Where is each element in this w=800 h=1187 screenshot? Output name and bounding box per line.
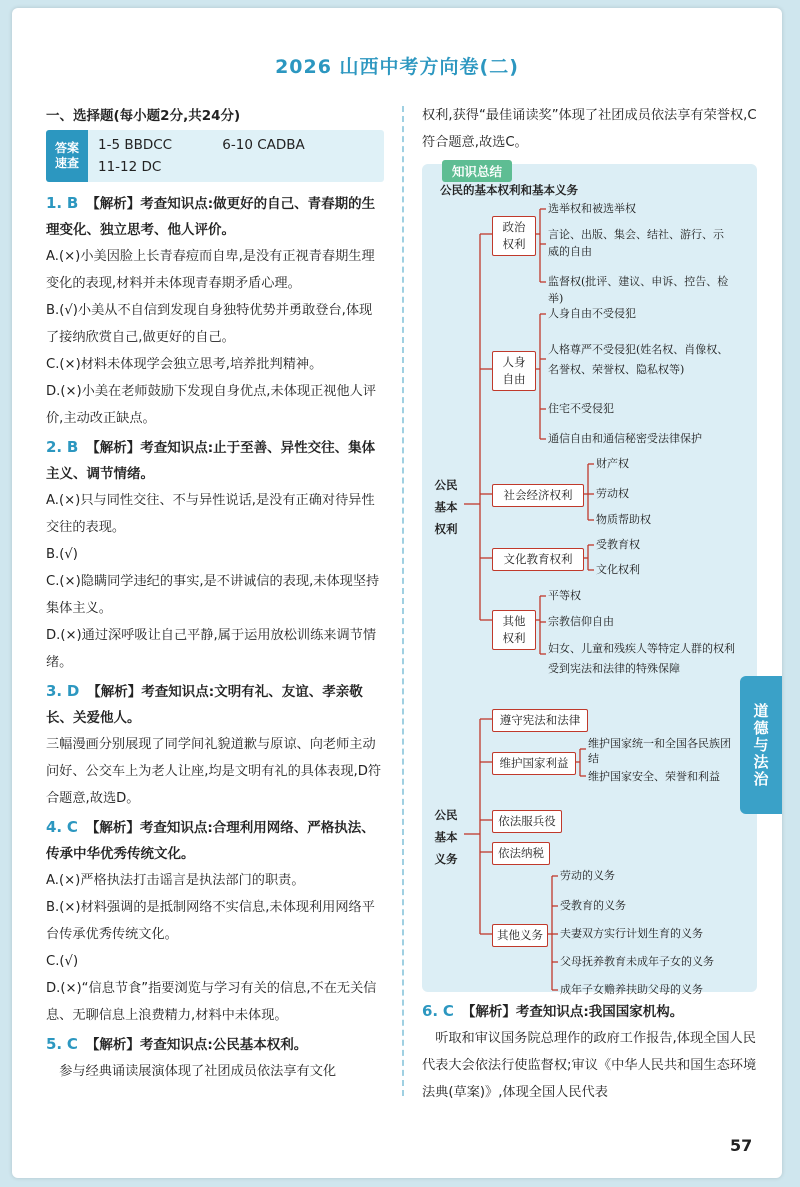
question-head: 【解析】考查知识点:文明有礼、友谊、孝亲敬长、关爱他人。 xyxy=(46,684,363,726)
page-number: 57 xyxy=(730,1136,753,1155)
section-heading: 一、选择题(每小题2分,共24分) xyxy=(46,108,241,124)
rights-leaf: 通信自由和通信秘密受法律保护 xyxy=(548,432,702,445)
analysis-line: B.(√) xyxy=(46,547,78,562)
rights-node-cultural: 文化教育权利 xyxy=(492,548,584,571)
question-head: 【解析】考查知识点:合理利用网络、严格执法、传承中华优秀传统文化。 xyxy=(46,820,375,862)
answer-key-row2: 11-12 DC xyxy=(98,159,162,175)
question-5 xyxy=(46,1031,384,1085)
analysis-line: C.(×)隐瞒同学违纪的事实,是不讲诚信的表现,未体现坚持集体主义。 xyxy=(46,574,380,616)
page-title: 2026 山西中考方向卷(二) xyxy=(275,56,519,78)
summary-tag: 知识总结 xyxy=(442,160,512,182)
analysis-line: A.(×)只与同性交往、不与异性说话,是没有正确对待异性交往的表现。 xyxy=(46,493,375,535)
question-number: 4. xyxy=(46,818,63,836)
rights-leaf: 受教育权 xyxy=(596,538,640,551)
question-answer: C xyxy=(442,1002,454,1020)
question-number: 3. xyxy=(46,682,63,700)
duties-node-national-interest: 维护国家利益 xyxy=(492,752,576,775)
page-sheet xyxy=(12,8,782,1178)
question-answer: C xyxy=(66,1035,78,1053)
question-head: 【解析】考查知识点:我国国家机构。 xyxy=(461,1004,684,1020)
question-answer: B xyxy=(66,194,79,212)
duties-root: 公民基本义务 xyxy=(434,808,458,866)
rights-node-other: 其他权利 xyxy=(492,610,536,650)
rights-root: 公民基本权利 xyxy=(434,478,458,536)
subject-side-tab: 道德与法治 xyxy=(740,676,782,814)
question-number: 1. xyxy=(46,194,63,212)
summary-title: 公民的基本权利和基本义务 xyxy=(440,183,578,197)
rights-leaf: 宗教信仰自由 xyxy=(548,615,614,628)
left-column xyxy=(46,104,384,1085)
analysis-line: 三幅漫画分别展现了同学间礼貌道歉与原谅、向老师主动问好、公交车上为老人让座,均是文明有礼的具体表现,D符合题意,故选D。 xyxy=(46,737,382,806)
question-2 xyxy=(46,434,384,676)
rights-leaf: 财产权 xyxy=(596,457,629,470)
analysis-line: A.(×)小美因脸上长青春痘而自卑,是没有正视青春期生理变化的表现,材料并未体现青春期矛盾心理。 xyxy=(46,249,375,291)
question-answer: D xyxy=(66,682,80,700)
analysis-line: 参与经典诵读展演体现了社团成员依法享有文化 xyxy=(59,1064,337,1079)
analysis-line: 听取和审议国务院总理作的政府工作报告,体现全国人民代表大会依法行使监督权;审议《中华人民共和国生态环境法典(草案)》,体现全国人民代表 xyxy=(422,1031,757,1100)
duties-node-constitution: 遵守宪法和法律 xyxy=(492,709,588,732)
duties-leaf: 维护国家安全、荣誉和利益 xyxy=(588,770,720,783)
right-column xyxy=(422,102,757,1106)
rights-leaf: 劳动权 xyxy=(596,487,629,500)
rights-leaf: 妇女、儿童和残疾人等特定人群的权利受到宪法和法律的特殊保障 xyxy=(548,642,735,675)
duties-leaf: 父母抚养教育未成年子女的义务 xyxy=(560,955,714,968)
answer-key-body xyxy=(88,130,315,182)
rights-leaf: 物质帮助权 xyxy=(596,513,651,526)
answer-key-tag: 答案速查 xyxy=(46,130,88,182)
rights-leaf: 住宅不受侵犯 xyxy=(548,402,614,415)
question-head: 【解析】考查知识点:止于至善、异性交往、集体主义、调节情绪。 xyxy=(46,440,376,482)
question-3 xyxy=(46,678,384,812)
analysis-line: D.(×)小美在老师鼓励下发现自身优点,未体现正视他人评价,主动改正缺点。 xyxy=(46,384,377,426)
question-number: 2. xyxy=(46,438,63,456)
question-1 xyxy=(46,190,384,432)
question-answer: C xyxy=(66,818,78,836)
analysis-line: B.(×)材料强调的是抵制网络不实信息,未体现利用网络平台传承优秀传统文化。 xyxy=(46,900,375,942)
duties-leaf: 夫妻双方实行计划生育的义务 xyxy=(560,927,703,940)
rights-node-socioeconomic: 社会经济权利 xyxy=(492,484,584,507)
duties-node-other: 其他义务 xyxy=(492,924,548,947)
rights-leaf: 人身自由不受侵犯 xyxy=(548,307,636,320)
rights-leaf: 文化权利 xyxy=(596,563,640,576)
analysis-line: C.(√) xyxy=(46,954,79,969)
rights-leaf: 选举权和被选举权 xyxy=(548,202,636,215)
question-number: 6. xyxy=(422,1002,439,1020)
rights-leaf: 平等权 xyxy=(548,589,581,602)
rights-node-personal: 人身自由 xyxy=(492,351,536,391)
rights-leaf: 言论、出版、集会、结社、游行、示威的自由 xyxy=(548,228,724,258)
answer-key-box xyxy=(46,130,384,182)
knowledge-summary-card xyxy=(422,164,757,996)
question-6 xyxy=(422,998,757,1106)
question-head: 【解析】考查知识点:做更好的自己、青春期的生理变化、独立思考、他人评价。 xyxy=(46,196,376,238)
question-number: 5. xyxy=(46,1035,63,1053)
continued-text: 权利,获得“最佳诵读奖”体现了社团成员依法享有荣誉权,C符合题意,故选C。 xyxy=(422,108,757,150)
duties-leaf: 受教育的义务 xyxy=(560,899,626,912)
question-head: 【解析】考查知识点:公民基本权利。 xyxy=(85,1037,308,1053)
duties-leaf: 维护国家统一和全国各民族团结 xyxy=(588,737,731,765)
analysis-line: C.(×)材料未体现学会独立思考,培养批判精神。 xyxy=(46,357,323,372)
duties-node-tax: 依法纳税 xyxy=(492,842,550,865)
answer-key-row1b: 6-10 CADBA xyxy=(222,137,305,153)
analysis-line: D.(×)通过深呼吸让自己平静,属于运用放松训练来调节情绪。 xyxy=(46,628,377,670)
analysis-line: B.(√)小美从不自信到发现自身独特优势并勇敢登台,体现了接纳欣赏自己,做更好的自己。 xyxy=(46,303,373,345)
rights-leaf: 监督权(批评、建议、申诉、控告、检举) xyxy=(548,275,729,305)
duties-leaf: 成年子女赡养扶助父母的义务 xyxy=(560,983,703,996)
question-4 xyxy=(46,814,384,1029)
column-divider xyxy=(402,106,404,1096)
duties-leaf: 劳动的义务 xyxy=(560,869,615,882)
rights-node-political: 政治权利 xyxy=(492,216,536,256)
question-answer: B xyxy=(66,438,79,456)
analysis-line: D.(×)“信息节食”指要浏览与学习有关的信息,不在无关信息、无聊信息上浪费精力,材料中未体现。 xyxy=(46,981,377,1023)
duties-node-military: 依法服兵役 xyxy=(492,810,562,833)
analysis-line: A.(×)严格执法打击谣言是执法部门的职责。 xyxy=(46,873,305,888)
rights-leaf: 人格尊严不受侵犯(姓名权、肖像权、名誉权、荣誉权、隐私权等) xyxy=(548,343,729,376)
answer-key-row1a: 1-5 BBDCC xyxy=(98,137,173,153)
